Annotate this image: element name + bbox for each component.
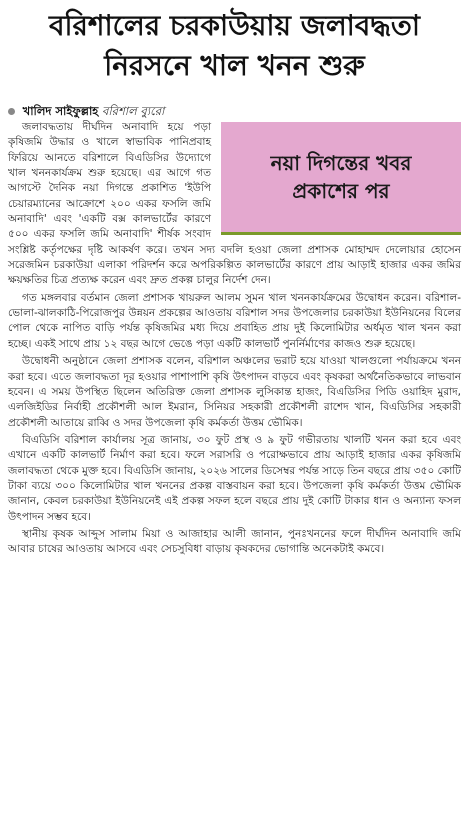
highlight-box — [221, 122, 461, 235]
paragraph-4: বিএডিসি বরিশাল কার্যালয় সূত্র জানায়, ৩০ ফুট প্রস্থ ও ৯ ফুট গভীরতায় খালটি খনন করা হবে এবং এখানে একটি কালভার্ট নির্মাণ করা হবে। ফলে সরাসরি ও পরোক্ষভাবে প্রায় আড়াই হাজার একর কৃষিজমি জলাবদ্ধতা থেকে মুক্ত হবে। বিএডিসি জানায়, ২০২৬ সালের ডিসেম্বর পর্যন্ত সাড়ে তিন বছরে প্রায় ৩৫০ কোটি টাকা ব্যয়ে ৩০০ কিলোমিটার খাল খননের প্রকল্প বাস্তবায়ন করা হবে। উপজেলা কৃষি কর্মকর্তা উত্তম ভৌমিক জানান, কেবল চরকাউয়া ইউনিয়নেই এই প্রকল্প সফল হলে বছরে প্রায় দুই কোটি টাকার ধান ও অন্যান্য ফসল উৎপাদন সম্ভব হবে। — [8, 433, 461, 523]
headline-line-1: বরিশালের চরকাউয়ায় জলাবদ্ধতা — [48, 9, 421, 42]
paragraph-2: গত মঙ্গলবার বর্তমান জেলা প্রশাসক খায়রুল আলম সুমন খাল খননকার্যক্রমের উদ্বোধন করেন। বরিশাল-ভোলা-ঝালকাঠি-পিরোজপুর উন্নয়ন প্রকল্পের আওতায় বরিশাল সদর উপজেলার চরকাউয়া ইউনিয়নের বিলের পোল থেকে নাপিত বাড়ি পর্যন্ত কৃষিজমির মধ্য দিয়ে প্রবাহিত প্রায় দুই কিলোমিটার অর্ধমৃত খাল খনন করা হচ্ছে। একই সাথে প্রায় ১২ বছর আগে ভেঙে পড়া একটি কালভার্ট পুনর্নির্মাণের কাজও শুরু হয়েছে। — [8, 291, 461, 350]
headline-line-2: নিরসনে খাল খনন শুরু — [104, 49, 365, 82]
byline-author: খালিদ সাইফুল্লাহ — [22, 104, 99, 118]
paragraph-1: জলাবদ্ধতায় দীর্ঘদিন অনাবাদি হয়ে পড়া কৃষিজমি উদ্ধার ও খালে স্বাভাবিক পানিপ্রবাহ ফিরিয়ে আনতে বরিশালে বিএডিসির উদ্যোগে খাল খননকার্যক্রম শুরু হয়েছে। এর আগে গত আগস্টে দৈনিক নয়া দিগন্তে প্রকাশিত 'ইউপি চেয়ারম্যানের আক্রোশে ২০০ একর ফসলি জমি অনাবাদি' এবং 'একটি বক্স কালভার্টের কারণে ৫০০ একর ফসলি জমি অনাবাদি' শীর্ষক সংবাদ সংশ্লিষ্ট কর্তৃপক্ষের দৃষ্টি আকর্ষণ করে। তখন সদ্য বদলি হওয়া জেলা প্রশাসক মোহাম্মদ দেলোয়ার হোসেন সরেজমিন চরকাউয়া এলাকা পরিদর্শন করে অপরিকল্পিত কালভার্টের কারণে প্রায় আড়াই হাজার একর জমির ক্ষয়ক্ষতির চিত্র প্রত্যক্ষ করেন এবং দ্রুত প্রকল্প চালুর নির্দেশ দেন। — [8, 121, 461, 287]
paragraph-5: স্থানীয় কৃষক আব্দুস সালাম মিয়া ও আজাহার আলী জানান, পুনঃখননের ফলে দীর্ঘদিন অনাবাদি জমি আবার চাষের আওতায় আসবে এবং সেচসুবিধা বাড়ায় কৃষকদের ভোগান্তি অনেকটাই কমবে। — [8, 527, 461, 556]
paragraph-3: উদ্বোধনী অনুষ্ঠানে জেলা প্রশাসক বলেন, বরিশাল অঞ্চলের ভরাট হয়ে যাওয়া খালগুলো পর্যায়ক্রমে খনন করা হবে। এতে জলাবদ্ধতা দূর হওয়ার পাশাপাশি কৃষি উৎপাদন বাড়বে এবং কৃষকরা অর্থনৈতিকভাবে লাভবান হবেন। এ সময় উপস্থিত ছিলেন অতিরিক্ত জেলা প্রশাসক লুসিকান্ত হাজং, বিএডিসির পিডি ওয়াহিদ মুরাদ, এলজিইডির নির্বাহী প্রকৌশলী আল ইমরান, সিনিয়র সহকারী প্রকৌশলী রাশেদ খান, বিএডিসির সহকারী প্রকৌশলী আতায়ে রাব্বি ও সদর উপজেলা কৃষি কর্মকর্তা উত্তম ভৌমিক। — [8, 355, 461, 429]
highlight-text — [265, 149, 418, 205]
highlight-line-1: নয়া দিগন্তের খবর — [270, 151, 412, 175]
bullet-icon — [8, 108, 15, 115]
highlight-line-2: প্রকাশের পর — [292, 179, 390, 203]
article-body — [8, 120, 461, 560]
byline-bureau: বরিশাল ব্যুরো — [101, 104, 165, 118]
headline — [4, 6, 465, 86]
